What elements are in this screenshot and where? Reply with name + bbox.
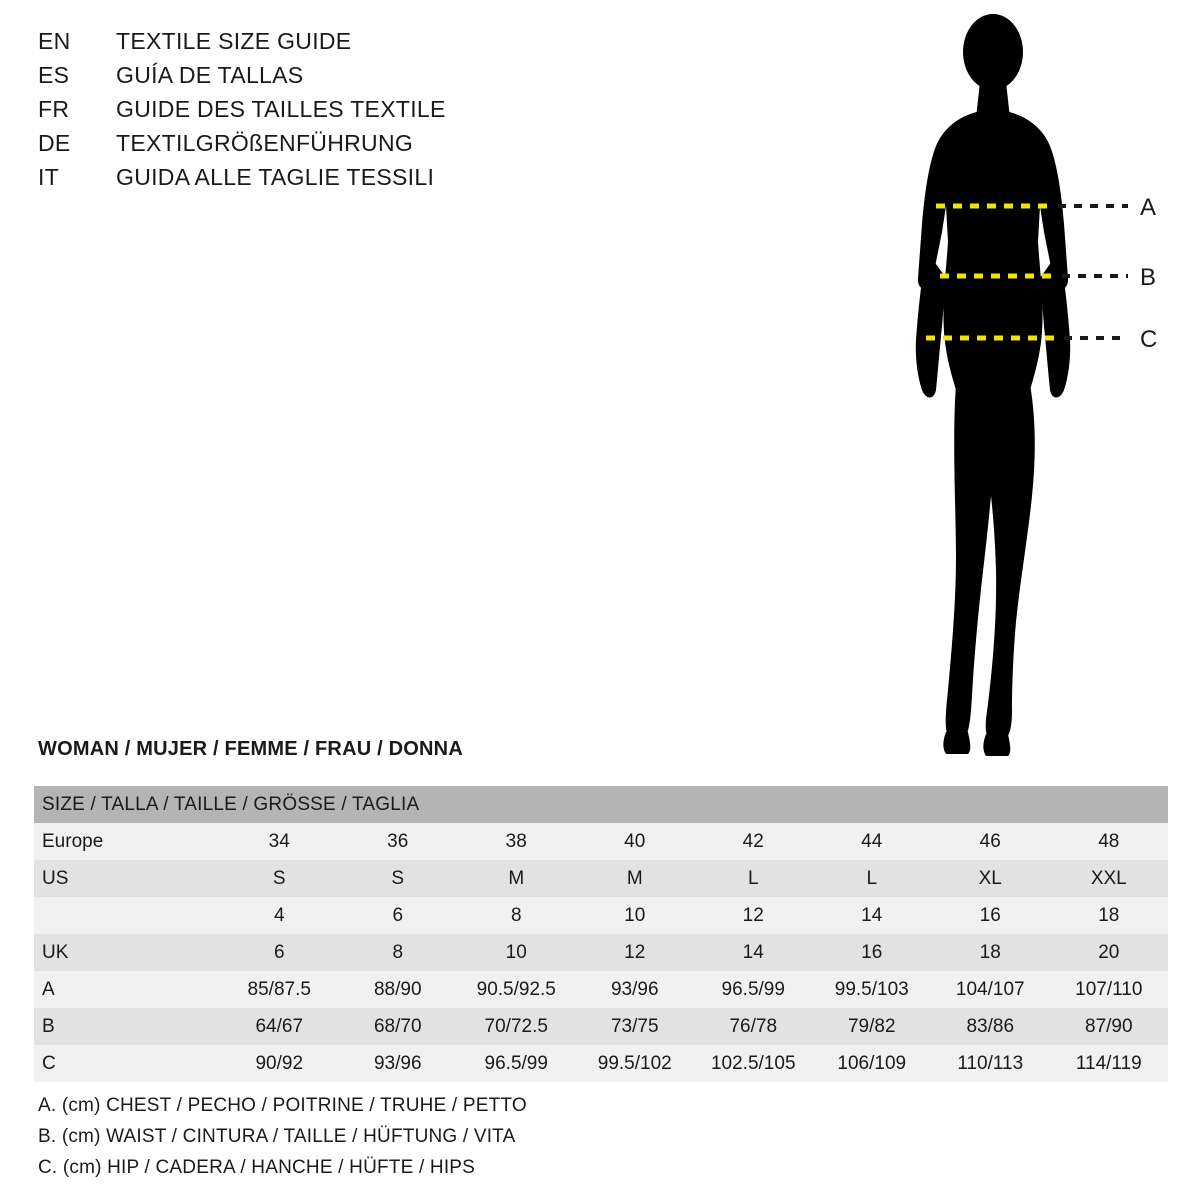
marker-letter-c: C xyxy=(1140,326,1158,353)
cell: 42 xyxy=(742,830,764,852)
cell: 110/113 xyxy=(957,1052,1024,1074)
table-header-label: SIZE / TALLA / TAILLE / GRÖSSE / TAGLIA xyxy=(42,793,420,815)
cell: 6 xyxy=(392,904,404,926)
title-text: GUIDA ALLE TAGLIE TESSILI xyxy=(116,164,435,190)
cell: 16 xyxy=(861,941,883,963)
table-header-row xyxy=(34,786,1168,823)
marker-letter-a: A xyxy=(1140,194,1157,221)
cell: 36 xyxy=(387,830,409,852)
cell: 102.5/105 xyxy=(710,1052,796,1074)
cell: 8 xyxy=(510,904,522,926)
cell: 18 xyxy=(1098,904,1120,926)
language-code: FR xyxy=(38,96,70,122)
cell: 93/96 xyxy=(610,978,659,1000)
table-row xyxy=(34,860,1168,897)
title-row xyxy=(38,130,598,162)
cell: 99.5/102 xyxy=(597,1052,672,1074)
cell: 6 xyxy=(273,941,285,963)
title-text: GUÍA DE TALLAS xyxy=(116,62,304,88)
title-row xyxy=(38,96,598,128)
cell: M xyxy=(508,867,525,889)
cell: 107/110 xyxy=(1075,978,1143,1000)
cell: XL xyxy=(978,867,1002,889)
cell: 20 xyxy=(1098,941,1120,963)
row-label: C xyxy=(42,1052,56,1074)
cell: 14 xyxy=(861,904,883,926)
cell: S xyxy=(391,867,405,889)
cell: 70/72.5 xyxy=(484,1015,548,1037)
cell: 83/86 xyxy=(966,1015,1015,1037)
cell: 68/70 xyxy=(373,1015,422,1037)
row-label xyxy=(34,897,220,934)
cell: 96.5/99 xyxy=(484,1052,548,1074)
cell: 40 xyxy=(624,830,646,852)
cell: M xyxy=(626,867,643,889)
cell: 44 xyxy=(861,830,883,852)
title-row xyxy=(38,62,598,94)
measurement-legend xyxy=(38,1090,738,1183)
cell: 12 xyxy=(624,941,646,963)
cell: S xyxy=(272,867,286,889)
cell: 10 xyxy=(624,904,646,926)
cell: 104/107 xyxy=(955,978,1025,1000)
cell: 4 xyxy=(273,904,285,926)
language-code: IT xyxy=(38,164,60,190)
cell: 34 xyxy=(268,830,290,852)
legend-line-c: C. (cm) HIP / CADERA / HANCHE / HÜFTE / HIPS xyxy=(38,1157,476,1178)
cell: 88/90 xyxy=(373,978,422,1000)
language-code: ES xyxy=(38,62,70,88)
cell: 14 xyxy=(742,941,764,963)
cell: 79/82 xyxy=(847,1015,896,1037)
cell: 8 xyxy=(392,941,404,963)
cell: 93/96 xyxy=(373,1052,422,1074)
cell: 96.5/99 xyxy=(721,978,785,1000)
table-row xyxy=(34,971,1168,1008)
language-code: DE xyxy=(38,130,71,156)
row-label: Europe xyxy=(42,830,104,852)
female-silhouette-icon xyxy=(916,14,1070,756)
cell: XXL xyxy=(1090,867,1127,889)
table-row xyxy=(34,1008,1168,1045)
marker-letter-b: B xyxy=(1140,264,1157,291)
cell: 85/87.5 xyxy=(247,978,311,1000)
cell: 73/75 xyxy=(610,1015,659,1037)
cell: 99.5/103 xyxy=(834,978,909,1000)
cell: 16 xyxy=(979,904,1001,926)
title-text: TEXTILGRÖßENFÜHRUNG xyxy=(116,130,414,156)
cell: 87/90 xyxy=(1085,1015,1133,1037)
table-row xyxy=(34,823,1168,860)
table-row xyxy=(34,1045,1168,1082)
table-row xyxy=(34,934,1168,971)
size-table-wrap xyxy=(34,786,1168,1082)
title-block xyxy=(38,28,598,198)
row-label: A xyxy=(42,978,55,1000)
cell: 106/109 xyxy=(837,1052,907,1074)
cell: 46 xyxy=(979,830,1001,852)
cell: 114/119 xyxy=(1075,1052,1142,1074)
cell: 90.5/92.5 xyxy=(476,978,556,1000)
section-heading: WOMAN / MUJER / FEMME / FRAU / DONNA xyxy=(38,738,463,760)
title-row xyxy=(38,28,598,60)
cell: 10 xyxy=(505,941,527,963)
legend-line-b: B. (cm) WAIST / CINTURA / TAILLE / HÜFTUNG / VITA xyxy=(38,1126,516,1147)
language-code: EN xyxy=(38,28,71,54)
cell: 90/92 xyxy=(255,1052,304,1074)
cell: L xyxy=(866,867,878,889)
body-figure xyxy=(860,10,1190,770)
cell: 48 xyxy=(1098,830,1120,852)
cell: L xyxy=(747,867,759,889)
table-row xyxy=(34,897,1168,934)
row-label: US xyxy=(42,867,69,889)
row-label: B xyxy=(42,1015,55,1037)
legend-line-a: A. (cm) CHEST / PECHO / POITRINE / TRUHE / PETTO xyxy=(38,1095,527,1116)
title-text: GUIDE DES TAILLES TEXTILE xyxy=(116,96,446,122)
cell: 64/67 xyxy=(255,1015,304,1037)
title-text: TEXTILE SIZE GUIDE xyxy=(116,28,352,54)
cell: 38 xyxy=(505,830,527,852)
cell: 18 xyxy=(979,941,1001,963)
cell: 76/78 xyxy=(729,1015,778,1037)
cell: 12 xyxy=(742,904,764,926)
title-row xyxy=(38,164,598,196)
row-label: UK xyxy=(42,941,69,963)
size-table xyxy=(34,786,1168,1082)
